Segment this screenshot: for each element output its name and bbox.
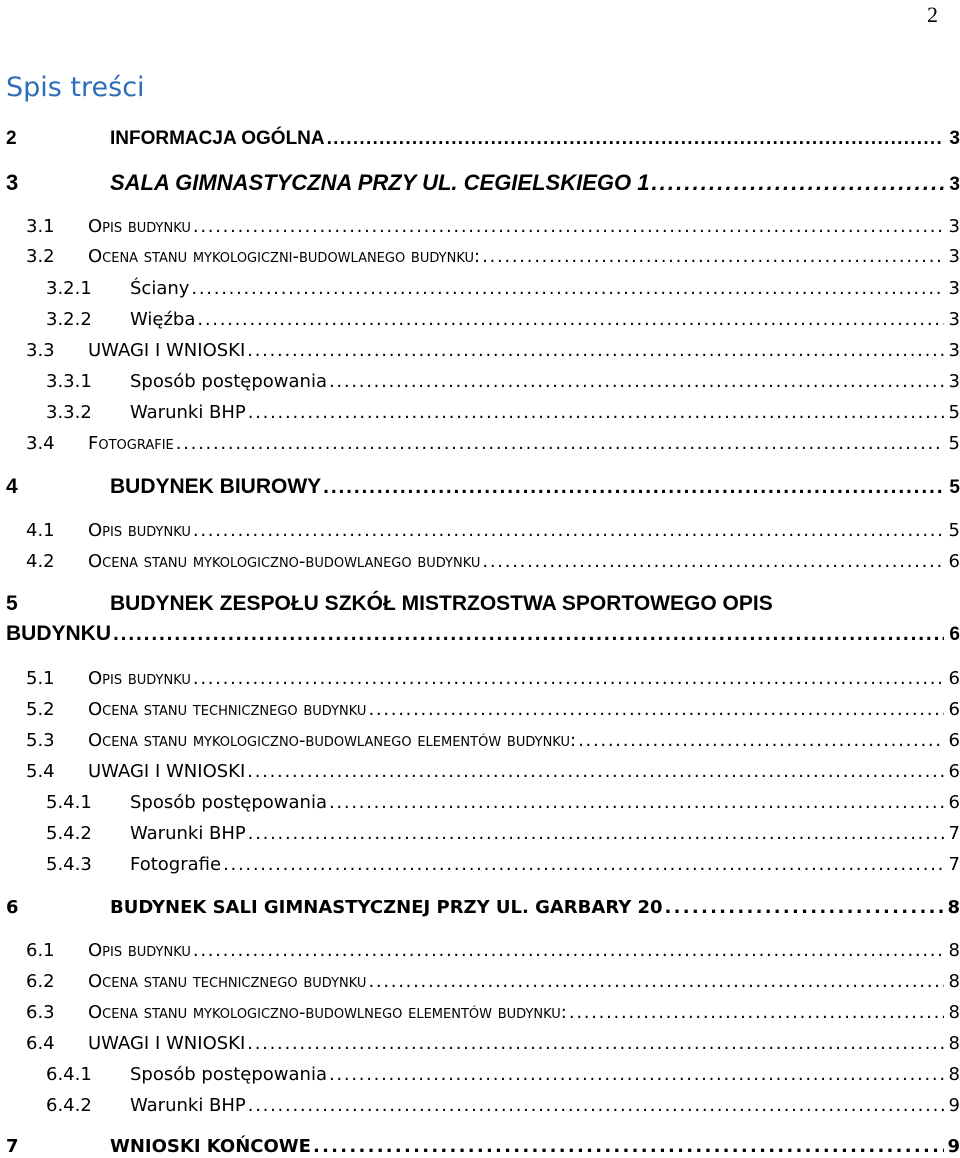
- toc-entry-page: 6: [948, 792, 960, 813]
- toc-entry-3-3[interactable]: [26, 340, 960, 361]
- toc-entry-label: INFORMACJA OGÓLNA: [110, 128, 325, 149]
- toc-entry-number: 4.2: [26, 551, 55, 572]
- toc-entry-label: Ocena stanu mykologiczno-budowlanego elementów budynku:: [88, 730, 577, 751]
- dot-leader: [482, 246, 944, 267]
- toc-entry-number: 5: [6, 592, 18, 615]
- toc-entry-number: 5.2: [26, 699, 55, 720]
- toc-entry-2[interactable]: [6, 128, 960, 150]
- toc-entry-number: 5.4: [26, 761, 55, 782]
- toc-entry-number: 3.3: [26, 340, 55, 361]
- toc-entry-label: WNIOSKI KOŃCOWE: [110, 1136, 311, 1157]
- toc-entry-label: Fotografie: [88, 433, 174, 454]
- toc-entry-number: 3.3.1: [46, 371, 92, 392]
- toc-entry-page: 8: [948, 1064, 960, 1085]
- toc-entry-6[interactable]: [6, 897, 960, 918]
- toc-entry-6-4-1[interactable]: [46, 1064, 960, 1085]
- dot-leader: [665, 897, 944, 918]
- toc-entry-label: Ocena stanu mykologiczni-budowlanego budynku:: [88, 246, 481, 267]
- dot-leader: [329, 792, 944, 813]
- toc-entry-number: 5.3: [26, 730, 55, 751]
- toc-entry-number: 6.4.1: [46, 1064, 92, 1085]
- toc-entry-page: 5: [948, 520, 960, 541]
- toc-entry-page: 8: [948, 940, 960, 961]
- toc-entry-page: 6: [948, 668, 960, 689]
- dot-leader: [651, 170, 944, 196]
- toc-entry-page: 6: [949, 624, 960, 645]
- dot-leader: [313, 1136, 944, 1157]
- toc-entry-number: 3.1: [26, 216, 55, 237]
- toc-entry-3[interactable]: [6, 170, 960, 196]
- dot-leader: [482, 551, 944, 572]
- toc-entry-label: Opis budynku: [88, 668, 191, 689]
- dot-leader: [247, 1033, 944, 1054]
- toc-entry-page: 6: [948, 730, 960, 751]
- toc-entry-3-3-1[interactable]: [46, 371, 960, 392]
- dot-leader: [327, 128, 944, 150]
- toc-entry-label: UWAGI I WNIOSKI: [88, 1033, 246, 1054]
- toc-entry-label: Opis budynku: [88, 520, 191, 541]
- toc-entry-label: Warunki BHP: [130, 823, 246, 844]
- toc-entry-4[interactable]: [6, 475, 960, 499]
- toc-entry-page: 3: [949, 128, 960, 149]
- dot-leader: [578, 730, 944, 751]
- toc-entry-number: 6.4: [26, 1033, 55, 1054]
- toc-entry-6-2[interactable]: [26, 971, 960, 992]
- toc-entry-number: 6.2: [26, 971, 55, 992]
- toc-entry-page: 8: [948, 1033, 960, 1054]
- toc-entry-page: 6: [948, 699, 960, 720]
- toc-entry-label: Opis budynku: [88, 216, 191, 237]
- toc-entry-number: 5.4.2: [46, 823, 92, 844]
- toc-entry-label: Sposób postępowania: [130, 1064, 327, 1085]
- dot-leader: [368, 699, 944, 720]
- toc-entry-label: Ściany: [130, 278, 190, 299]
- toc-entry-5-line1[interactable]: [6, 592, 773, 616]
- dot-leader: [248, 823, 944, 844]
- toc-entry-label-continued: BUDYNKU: [6, 622, 111, 645]
- dot-leader: [176, 433, 944, 454]
- toc-entry-number: 2: [6, 128, 17, 149]
- dot-leader: [193, 520, 944, 541]
- toc-entry-number: 6.4.2: [46, 1095, 92, 1116]
- dot-leader: [248, 402, 944, 423]
- toc-entry-page: 5: [948, 433, 960, 454]
- toc-entry-3-4[interactable]: [26, 433, 960, 454]
- toc-entry-page: 6: [948, 551, 960, 572]
- toc-entry-label: Warunki BHP: [130, 1095, 246, 1116]
- dot-leader: [193, 216, 944, 237]
- toc-entry-6-1[interactable]: [26, 940, 960, 961]
- dot-leader: [223, 854, 944, 875]
- dot-leader: [247, 761, 944, 782]
- toc-entry-3-2[interactable]: [26, 246, 960, 267]
- dot-leader: [197, 309, 944, 330]
- toc-entry-page: 3: [948, 278, 960, 299]
- dot-leader: [113, 622, 944, 646]
- toc-entry-4-2[interactable]: [26, 551, 960, 572]
- toc-entry-label: UWAGI I WNIOSKI: [88, 761, 246, 782]
- toc-entry-5-3[interactable]: [26, 730, 960, 751]
- toc-entry-page: 3: [948, 340, 960, 361]
- toc-entry-label: Ocena stanu mykologiczno-budowlanego budynku: [88, 551, 481, 572]
- toc-entry-page: 3: [948, 246, 960, 267]
- toc-entry-page: 3: [948, 309, 960, 330]
- toc-entry-number: 3.2.1: [46, 278, 92, 299]
- toc-entry-3-2-2[interactable]: [46, 309, 960, 330]
- toc-entry-number: 3.2: [26, 246, 55, 267]
- page-number: 2: [927, 2, 938, 27]
- toc-entry-number: 7: [6, 1136, 19, 1157]
- toc-title: Spis treści: [6, 72, 145, 103]
- toc-entry-number: 4.1: [26, 520, 55, 541]
- toc-entry-label: Warunki BHP: [130, 402, 246, 423]
- toc-entry-label: Ocena stanu technicznego budynku: [88, 971, 367, 992]
- dot-leader: [323, 475, 944, 499]
- toc-entry-number: 3.2.2: [46, 309, 92, 330]
- toc-entry-label: Fotografie: [130, 854, 222, 875]
- dot-leader: [248, 1095, 944, 1116]
- dot-leader: [191, 278, 944, 299]
- toc-entry-number: 3: [6, 170, 19, 195]
- dot-leader: [329, 371, 944, 392]
- toc-entry-6-3[interactable]: [26, 1002, 960, 1023]
- toc-entry-6-4-2[interactable]: [46, 1095, 960, 1116]
- toc-entry-3-3-2[interactable]: [46, 402, 960, 423]
- toc-entry-label: Sposób postępowania: [130, 371, 327, 392]
- toc-entry-page: 5: [948, 402, 960, 423]
- toc-entry-label: SALA GIMNASTYCZNA PRZY UL. CEGIELSKIEGO 1: [110, 170, 650, 195]
- toc-entry-3-1[interactable]: [26, 216, 960, 237]
- toc-entry-label: Opis budynku: [88, 940, 191, 961]
- toc-entry-label: Ocena stanu mykologiczno-budowlnego elementów budynku:: [88, 1002, 567, 1023]
- toc-entry-number: 6: [6, 897, 19, 918]
- toc-entry-number: 4: [6, 475, 18, 498]
- toc-entry-page: 9: [948, 1095, 960, 1116]
- dot-leader: [193, 668, 944, 689]
- dot-leader: [569, 1002, 944, 1023]
- toc-entry-5-2[interactable]: [26, 699, 960, 720]
- toc-entry-page: 3: [949, 174, 960, 195]
- toc-entry-5-4-2[interactable]: [46, 823, 960, 844]
- toc-entry-page: 8: [947, 897, 960, 918]
- toc-entry-label: Ocena stanu technicznego budynku: [88, 699, 367, 720]
- toc-entry-page: 5: [949, 477, 960, 498]
- toc-entry-5-1[interactable]: [26, 668, 960, 689]
- toc-entry-page: 3: [948, 216, 960, 237]
- toc-entry-5-4-3[interactable]: [46, 854, 960, 875]
- toc-entry-page: 8: [948, 1002, 960, 1023]
- toc-entry-number: 3.3.2: [46, 402, 92, 423]
- toc-entry-5-line2[interactable]: [6, 622, 960, 646]
- toc-entry-label: UWAGI I WNIOSKI: [88, 340, 246, 361]
- toc-entry-number: 5.1: [26, 668, 55, 689]
- toc-entry-5-4[interactable]: [26, 761, 960, 782]
- toc-entry-page: 7: [948, 823, 960, 844]
- toc-entry-label: Sposób postępowania: [130, 792, 327, 813]
- toc-entry-page: 8: [948, 971, 960, 992]
- toc-entry-number: 3.4: [26, 433, 55, 454]
- toc-entry-page: 7: [948, 854, 960, 875]
- toc-entry-page: 6: [948, 761, 960, 782]
- dot-leader: [329, 1064, 944, 1085]
- toc-entry-label: BUDYNEK SALI GIMNASTYCZNEJ PRZY UL. GARBARY 20: [110, 897, 663, 918]
- toc-entry-label: BUDYNEK ZESPOŁU SZKÓŁ MISTRZOSTWA SPORTOWEGO OPIS: [110, 592, 773, 615]
- toc-entry-6-4[interactable]: [26, 1033, 960, 1054]
- toc-entry-label: BUDYNEK BIUROWY: [110, 475, 322, 498]
- toc-entry-5-4-1[interactable]: [46, 792, 960, 813]
- toc-entry-page: 3: [948, 371, 960, 392]
- toc-entry-number: 6.3: [26, 1002, 55, 1023]
- toc-entry-page: 9: [947, 1136, 960, 1157]
- toc-entry-4-1[interactable]: [26, 520, 960, 541]
- toc-entry-number: 5.4.1: [46, 792, 92, 813]
- dot-leader: [368, 971, 944, 992]
- toc-entry-7[interactable]: [6, 1136, 960, 1157]
- toc-entry-number: 6.1: [26, 940, 55, 961]
- dot-leader: [193, 940, 944, 961]
- toc-entry-label: Więźba: [130, 309, 196, 330]
- dot-leader: [247, 340, 944, 361]
- toc-entry-number: 5.4.3: [46, 854, 92, 875]
- toc-entry-3-2-1[interactable]: [46, 278, 960, 299]
